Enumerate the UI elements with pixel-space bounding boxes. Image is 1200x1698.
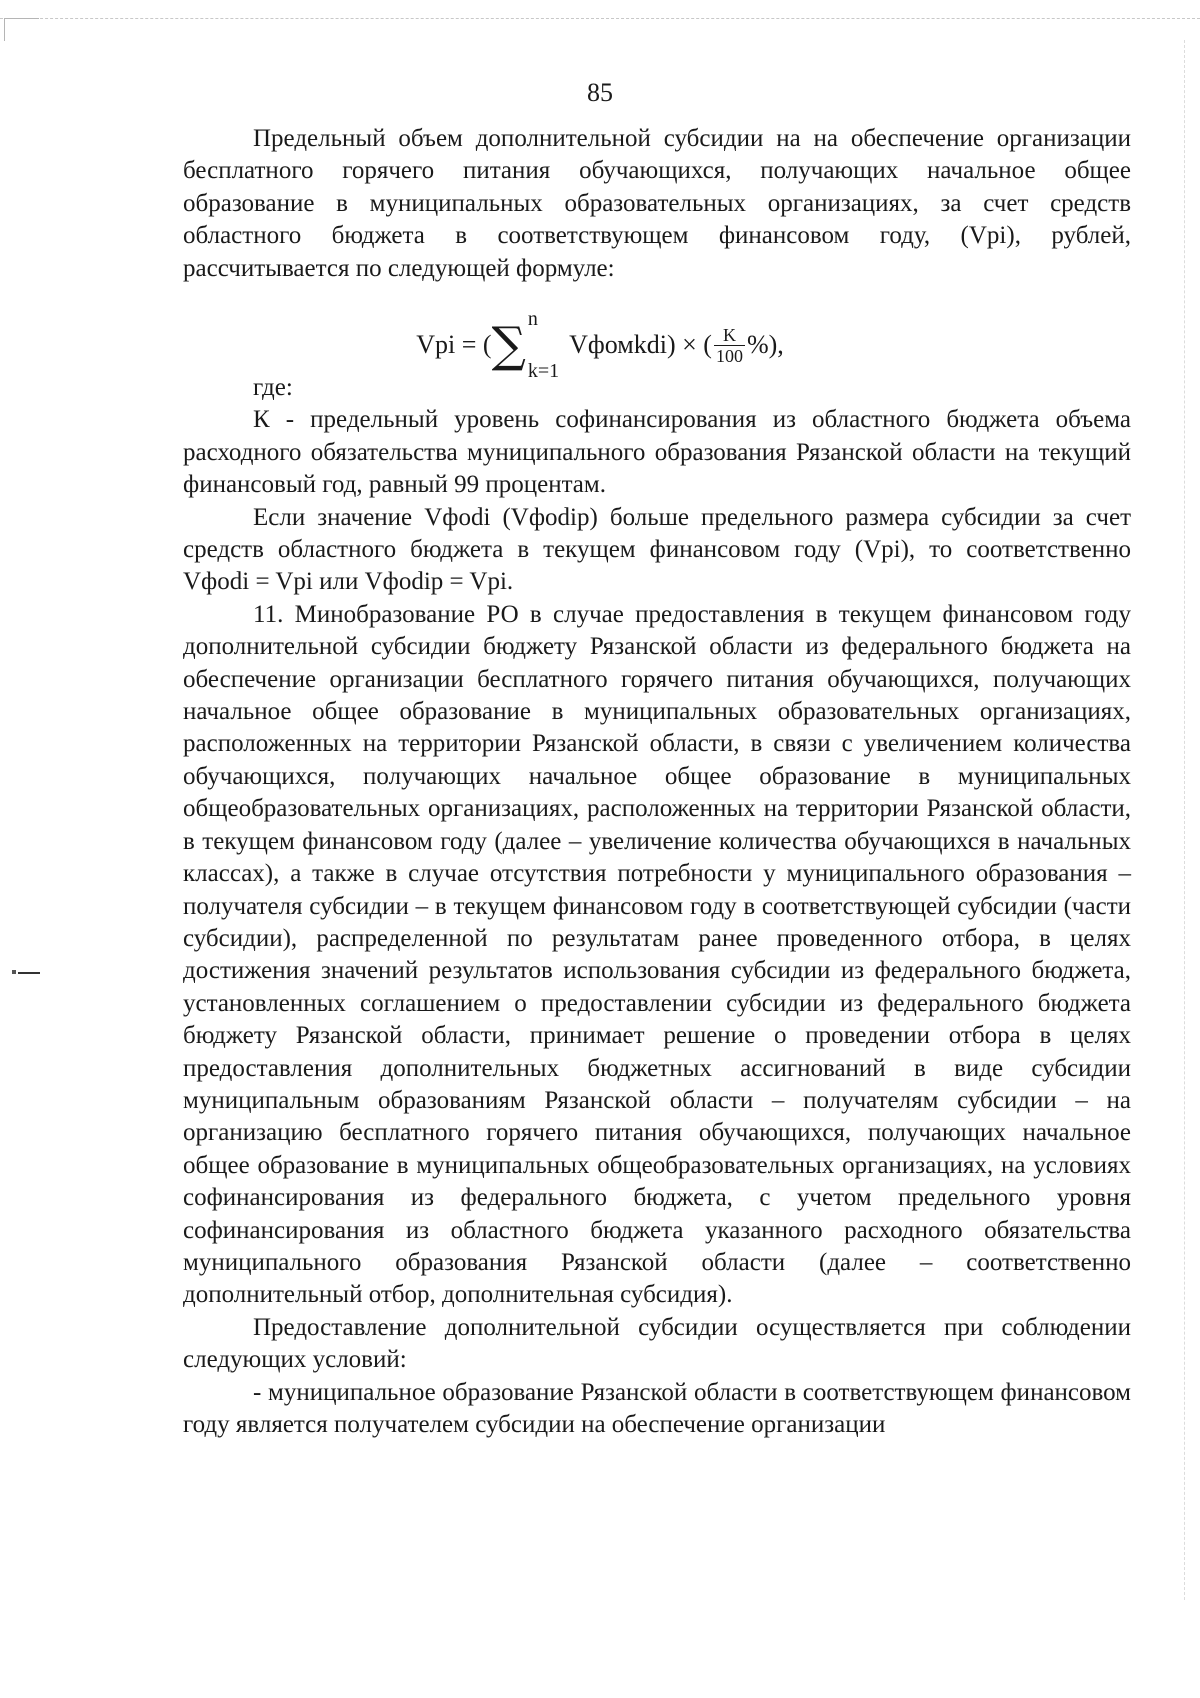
fraction-denominator: 100	[715, 345, 743, 366]
formula-lhs: Vpi = (	[416, 330, 492, 359]
paragraph: Предоставление дополнительной субсидии осуществляется при соблюдении следующих условий:	[183, 1313, 1131, 1374]
sum-limits	[528, 309, 559, 381]
paragraph: К - предельный уровень софинансирования из областного бюджета объема расходного обязательства муниципального образования Рязанской области на текущий финансовый год, равный 99 процентам.	[183, 406, 1131, 499]
scan-margin-mark	[18, 972, 40, 974]
formula-tail: %),	[746, 330, 784, 359]
fraction-numerator: K	[722, 324, 736, 345]
formula-term: Vфомkdi) × (	[563, 330, 712, 359]
intro-paragraph: Предельный объем дополнительной субсидии на на обеспечение организации бесплатного горячего питания обучающихся, получающих начальное общее образование в муниципальных образовательных организациях, за счет средств областного бюджета в соответствующем финансовом году, (Vpi), рублей, рассчитывается по следующей формуле:	[183, 125, 1131, 282]
where-label: где:	[253, 374, 293, 401]
scan-corner-mark	[4, 18, 39, 41]
sum-upper-limit: n	[527, 308, 538, 330]
scan-border-right	[1184, 40, 1186, 1600]
formula-sum	[492, 309, 560, 381]
paragraph: - муниципальное образование Рязанской области в соответствующем финансовом году является получателем субсидии на обеспечение организации	[183, 1378, 1131, 1438]
formula-fraction	[714, 325, 745, 366]
paragraph: Если значение Vфodi (Vфodip) больше предельного размера субсидии за счет средств областного бюджета в текущем финансовом году (Vpi), то соответственно Vфodi = Vpi или Vфodip = Vpi.	[183, 503, 1131, 596]
page-number: 85	[587, 78, 613, 107]
sum-lower-limit: k=1	[527, 360, 560, 382]
sum-symbol: ∑	[491, 317, 526, 373]
body-block	[183, 372, 1131, 1441]
paragraph: 11. Минобразование РО в случае предоставления в текущем финансовом году дополнительной субсидии бюджету Рязанской области из федерального бюджета на обеспечение организации бесплатного горячего питания обучающихся, получающих начальное общее образование в муниципальных образовательных организациях, расположенных на территории Рязанской области, в связи с увеличением количества обучающихся, получающих начальное общее образование в муниципальных общеобразовательных организациях, расположенных на территории Рязанской области, в текущем финансовом году (далее – увеличение количества обучающихся в начальных классах), а также в случае отсутствия потребности у муниципального образования – получателя субсидии – в текущем финансовом году в соответствующей субсидии (части субсидии), распределенной по результатам ранее проведенного отбора, в целях достижения значений результатов использования субсидии из федерального бюджета, установленных соглашением о предоставлении субсидии из федерального бюджета бюджету Рязанской области, принимает решение о проведении отбора в целях предоставления дополнительных бюджетных ассигнований в виде субсидии муниципальным образованиям Рязанской области – получателям субсидии – на организацию бесплатного горячего питания обучающихся, получающих начальное общее образование в муниципальных общеобразовательных организациях, на условиях софинансирования из федерального бюджета, с учетом предельного уровня софинансирования из областного бюджета указанного расходного обязательства муниципального образования Рязанской области (далее – соответственно дополнительный отбор, дополнительная субсидия).	[183, 600, 1131, 1309]
scan-border-top	[0, 18, 1200, 20]
intro-block	[183, 123, 1131, 285]
